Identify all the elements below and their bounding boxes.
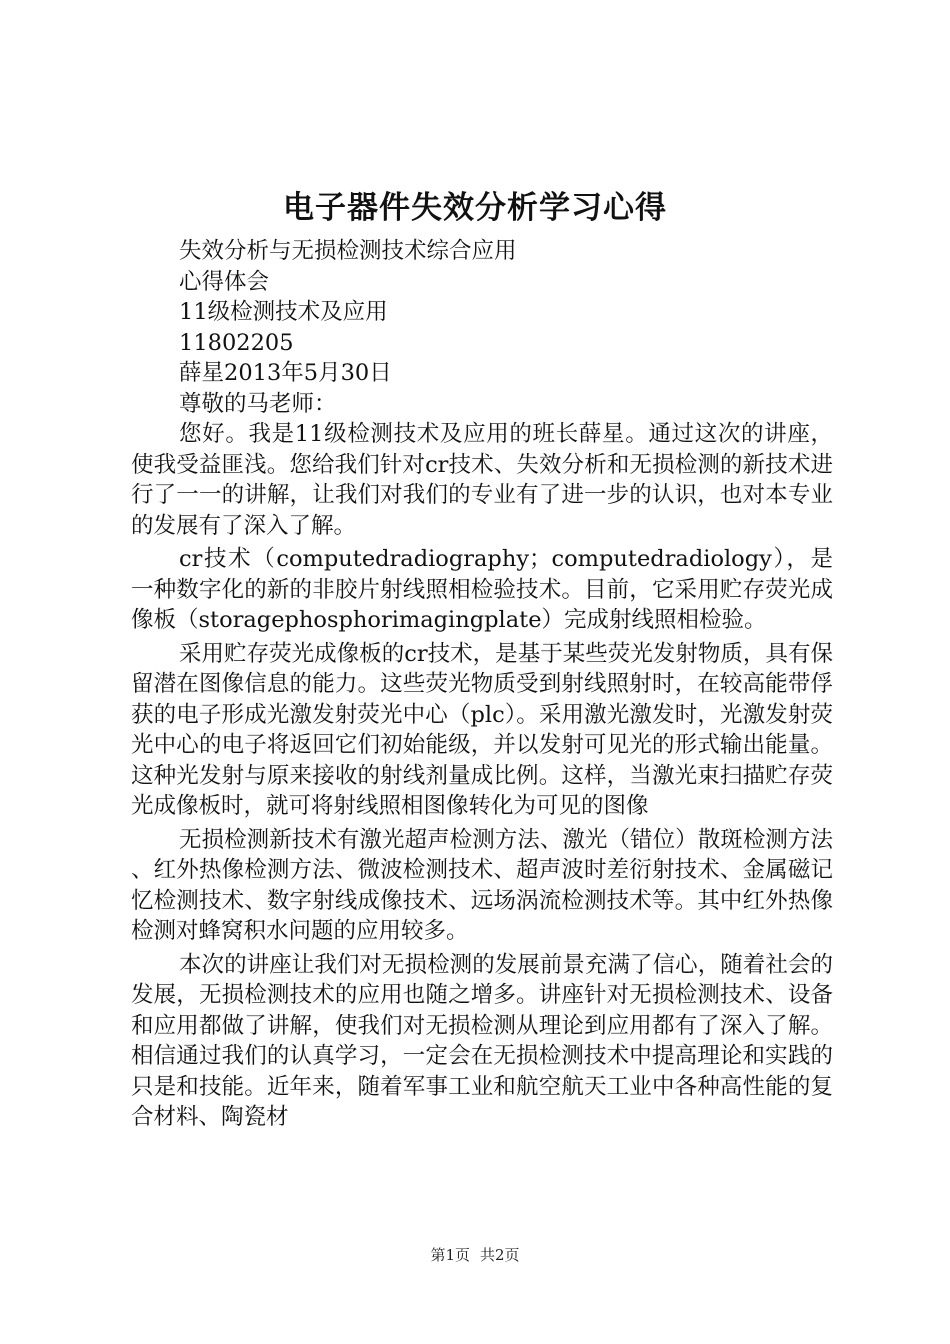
paragraph: 采用贮存荧光成像板的cr技术，是基于某些荧光发射物质，具有保留潜在图像信息的能力。这些荧光物质受到射线照射时，在较高能带俘获的电子形成光激发射荧光中心（plc）。采用激光激发时，光激发射荧光中心的电子将返回它们初始能级，并以发射可见光的形式输出能量。这种光发射与原来接收的射线剂量成比例。这样，当激光束扫描贮存荧光成像板时，就可将射线照相图像转化为可见的图像 (131, 640, 833, 819)
course-name: 失效分析与无损检测技术综合应用 (179, 238, 517, 264)
class-name: 11级检测技术及应用 (179, 299, 388, 325)
page-total: 共2页 (480, 1246, 520, 1264)
page-number: 第1页 (430, 1246, 470, 1264)
paragraph: cr技术（computedradiography；computedradiology），是一种数字化的新的非胶片射线照相检验技术。目前，它采用贮存荧光成像板（storagephosphorimagingplate）完成射线照相检验。 (131, 546, 833, 633)
document-body (131, 236, 833, 1136)
paragraph: 无损检测新技术有激光超声检测方法、激光（错位）散斑检测方法、红外热像检测方法、微波检测技术、超声波时差衍射技术、金属磁记忆检测技术、数字射线成像技术、远场涡流检测技术等。其中红外热像检测对蜂窝积水问题的应用较多。 (131, 826, 833, 944)
author-date: 薛星2013年5月30日 (179, 360, 392, 386)
page-title: 电子器件失效分析学习心得 (283, 190, 667, 226)
page-footer (0, 1244, 950, 1266)
paragraph: 您好。我是11级检测技术及应用的班长薛星。通过这次的讲座，使我受益匪浅。您给我们针对cr技术、失效分析和无损检测的新技术进行了一一的讲解，让我们对我们的专业有了进一步的认识，也对本专业的发展有了深入了解。 (131, 421, 833, 539)
student-id: 11802205 (179, 329, 294, 356)
doc-type: 心得体会 (179, 268, 270, 295)
salutation: 尊敬的马老师： (179, 390, 337, 417)
paragraph: 本次的讲座让我们对无损检测的发展前景充满了信心，随着社会的发展，无损检测技术的应用也随之增多。讲座针对无损检测技术、设备和应用都做了讲解，使我们对无损检测从理论到应用都有了深入了解。相信通过我们的认真学习，一定会在无损检测技术中提高理论和实践的只是和技能。近年来，随着军事工业和航空航天工业中各种高性能的复合材料、陶瓷材 (131, 951, 833, 1130)
